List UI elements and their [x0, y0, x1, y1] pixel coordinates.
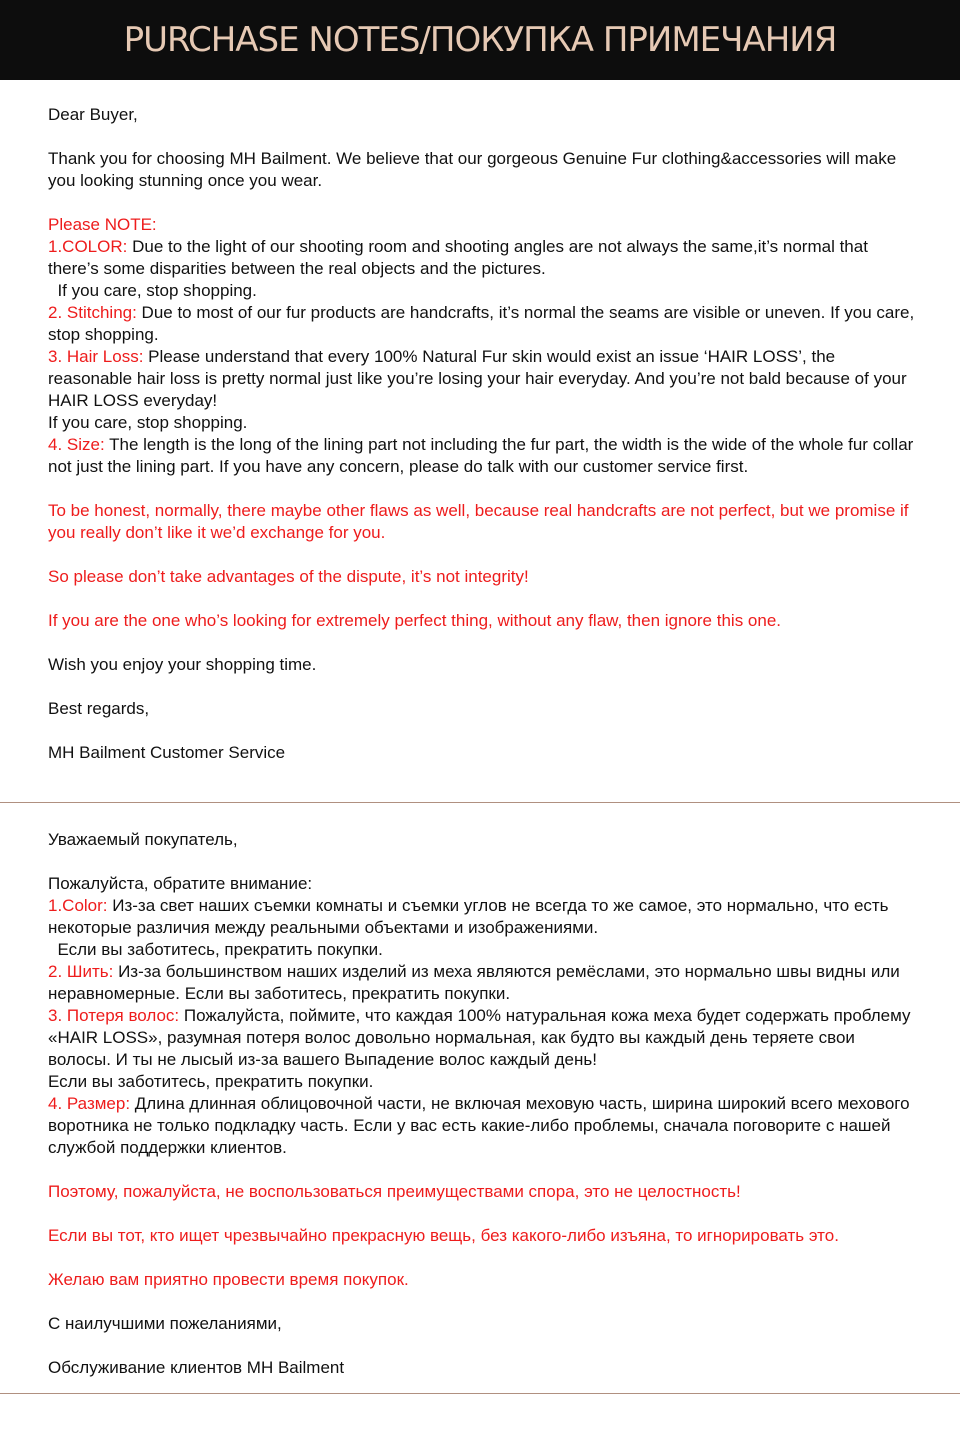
stitching-text: Due to most of our fur products are handcrafts, it’s normal the seams are visible or uneven. If you care, stop shopping. — [48, 303, 919, 344]
hair-loss-note-ru — [48, 1005, 920, 1071]
closing-wish-ru: Желаю вам приятно провести время покупок. — [48, 1270, 409, 1289]
hair-loss-text-ru: Пожалуйста, поймите, что каждая 100% натуральная кожа меха будет содержать проблему «HAIR LOSS», разумная потеря волос довольно нормальная, как будто вы каждый день теряете свои волосы. И ты не лысый из-за вашего Выпадение волос каждый день! — [48, 1006, 916, 1069]
color-label-ru: 1.Color: — [48, 896, 108, 915]
stitching-note — [48, 302, 920, 346]
dispute-note: So please don’t take advantages of the dispute, it’s not integrity! — [48, 567, 529, 586]
color-care-ru: Если вы заботитесь, прекратить покупки. — [48, 940, 383, 959]
stitching-label: 2. Stitching: — [48, 303, 137, 322]
signature: MH Bailment Customer Service — [48, 743, 286, 762]
hair-loss-label: 3. Hair Loss: — [48, 347, 144, 366]
perfection-note-ru: Если вы тот, кто ищет чрезвычайно прекрасную вещь, без какого-либо изъяна, то игнорировать это. — [48, 1226, 839, 1245]
color-care: If you care, stop shopping. — [48, 281, 257, 300]
size-note — [48, 434, 920, 478]
perfection-note: If you are the one who’s looking for extremely perfect thing, without any flaw, then ignore this one. — [48, 611, 782, 630]
honesty-note: To be honest, normally, there maybe other flaws as well, because real handcrafts are not perfect, but we promise if you really don’t like it we’d exchange for you. — [48, 501, 914, 542]
stitching-note-ru — [48, 961, 920, 1005]
size-text: The length is the long of the lining part not including the fur part, the width is the wide of the whole fur collar not just the lining part. If you have any concern, please do talk with our customer service first. — [48, 435, 919, 476]
color-note — [48, 236, 920, 280]
hair-loss-note — [48, 346, 920, 412]
page-title: PURCHASE NOTES/ПОКУПКА ПРИМЕЧАНИЯ — [123, 20, 837, 60]
hair-loss-label-ru: 3. Потеря волос: — [48, 1006, 180, 1025]
hair-loss-care: If you care, stop shopping. — [48, 413, 248, 432]
intro-text: Thank you for choosing MH Bailment. We believe that our gorgeous Genuine Fur clothing&accessories will make you looking stunning once you wear. — [48, 149, 901, 190]
signature-ru: Обслуживание клиентов MH Bailment — [48, 1358, 345, 1377]
bottom-divider — [0, 1393, 960, 1394]
russian-notes — [0, 803, 960, 1379]
size-label: 4. Size: — [48, 435, 105, 454]
note-heading-ru: Пожалуйста, обратите внимание: — [48, 874, 313, 893]
hair-loss-care-ru: Если вы заботитесь, прекратить покупки. — [48, 1072, 374, 1091]
stitching-label-ru: 2. Шить: — [48, 962, 114, 981]
english-notes — [0, 80, 960, 802]
note-heading: Please NOTE: — [48, 215, 157, 234]
closing-wish: Wish you enjoy your shopping time. — [48, 655, 317, 674]
size-note-ru — [48, 1093, 920, 1159]
size-text-ru: Длина длинная облицовочной части, не включая меховую часть, ширина широкий всего мехового воротника не только подкладку часть. Если у вас есть какие-либо проблемы, сначала поговорите с нашей службой поддержки клиентов. — [48, 1094, 915, 1157]
stitching-text-ru: Из-за большинством наших изделий из меха являются ремёслами, это нормально швы видны или неравномерные. Если вы заботитесь, прекратить покупки. — [48, 962, 905, 1003]
greeting: Dear Buyer, — [48, 105, 138, 124]
color-label: 1.COLOR: — [48, 237, 128, 256]
hair-loss-text: Please understand that every 100% Natural Fur skin would exist an issue ‘HAIR LOSS’, the reasonable hair loss is pretty normal just like you’re losing your hair everyday. And you’re not bald because of your HAIR LOSS everyday! — [48, 347, 912, 410]
color-text: Due to the light of our shooting room and shooting angles are not always the same,it’s normal that there’s some disparities between the real objects and the pictures. — [48, 237, 873, 278]
size-label-ru: 4. Размер: — [48, 1094, 131, 1113]
greeting-ru: Уважаемый покупатель, — [48, 830, 238, 849]
dispute-note-ru: Поэтому, пожалуйста, не воспользоваться преимуществами спора, это не целостность! — [48, 1182, 741, 1201]
color-text-ru: Из-за свет наших съемки комнаты и съемки углов не всегда то же самое, это нормально, что есть некоторые различия между реальными объектами и изображениями. — [48, 896, 894, 937]
color-note-ru — [48, 895, 920, 939]
header-banner — [0, 0, 960, 80]
regards-ru: С наилучшими пожеланиями, — [48, 1314, 282, 1333]
regards: Best regards, — [48, 699, 150, 718]
